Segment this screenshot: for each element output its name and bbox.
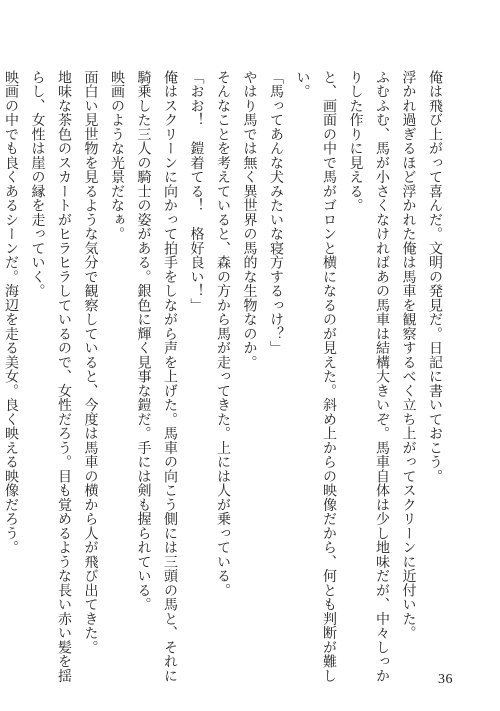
vertical-text-block (3, 70, 443, 683)
page-number: 36 (438, 672, 453, 687)
text-line: 「おお！ 鎧着てる！ 格好良い！」 (188, 70, 205, 313)
text-line: 騎乗した三人の騎士の姿がある。銀色に輝く見事な鎧だ。手には剣も握られている。 (135, 70, 152, 612)
text-line: りした作りに見える。 (347, 70, 364, 213)
text-line: らし、女性は崖の縁を走っていく。 (29, 70, 46, 298)
text-line: い。 (294, 70, 311, 99)
text-line: そんなことを考えていると、森の方から馬が走ってきた。上には人が乗っている。 (215, 70, 231, 598)
text-line: 映画の中でも良くあるシーンだ。海辺を走る美女。良く映える映像だろう。 (3, 70, 19, 555)
text-line: ふむふむ、馬が小さくなければあの馬車は結構大きいぞ。馬車自体は少し地味だが、中々しっか (374, 70, 390, 683)
text-line: 面白い見世物を見るような気分で観察していると、今度は馬車の横から人が飛び出てきた。 (82, 70, 99, 655)
text-line: やはり馬では無く異世界の馬的な生物なのか。 (241, 70, 258, 370)
text-line: 俺はスクリーンに向かって拍手をしながら声を上げた。馬車の向こう側には三頭の馬と、それに (162, 70, 178, 683)
text-line: と、画面の中で馬がゴロンと横になるのが見えた。斜め上からの映像だから、何とも判断が難し (321, 70, 337, 683)
text-line: 俺は飛び上がって喜んだ。文明の発見だ。日記に書いておこう。 (427, 70, 443, 484)
text-line: 「馬ってあんな犬みたいな寝方するっけ？」 (268, 70, 284, 355)
text-line: 地味な茶色のスカートがヒラヒラしているので、女性だろう。目も覚めるような長い赤い髪を揺 (56, 70, 72, 683)
text-line: 浮かれ過ぎるほど浮かれた俺は馬車を観察するべく立ち上がってスクリーンに近付いた。 (400, 70, 417, 640)
text-line: 映画のような光景だなぁ。 (109, 70, 125, 241)
